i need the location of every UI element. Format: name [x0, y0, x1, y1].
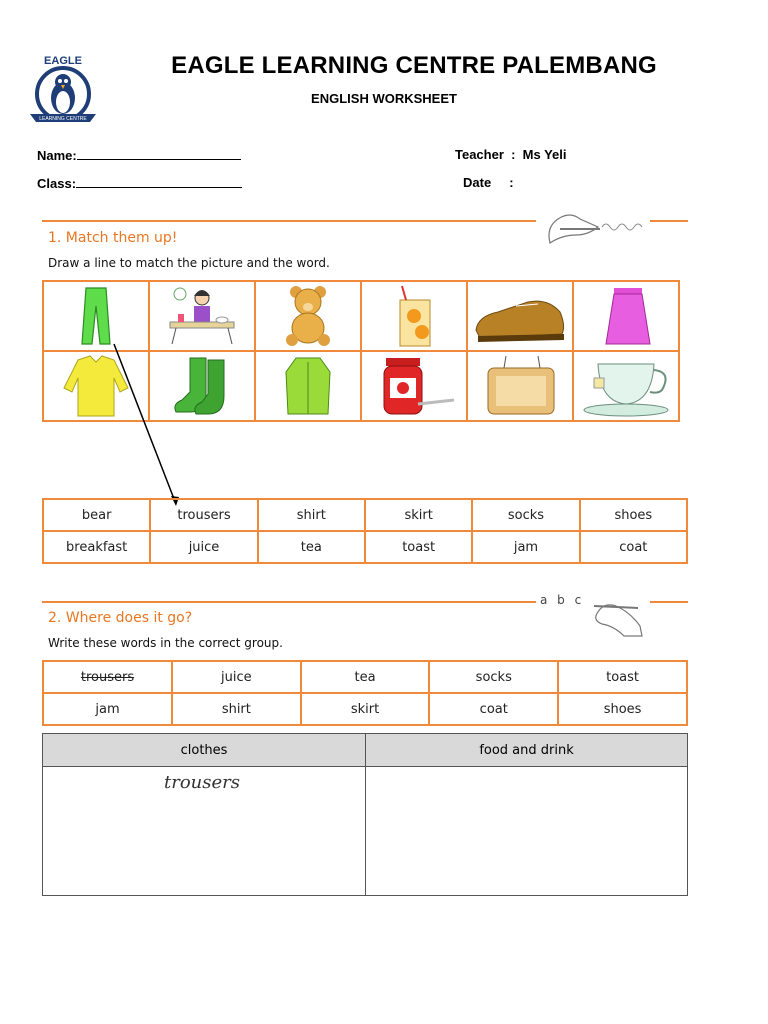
date-label: Date :	[463, 175, 514, 190]
word-cell[interactable]: jam	[472, 531, 579, 563]
word-cell[interactable]: juice	[172, 661, 301, 693]
word-cell[interactable]: shoes	[558, 693, 687, 725]
word-cell[interactable]: socks	[429, 661, 558, 693]
word-cell[interactable]: toast	[558, 661, 687, 693]
word-cell[interactable]: toast	[365, 531, 472, 563]
word-cell[interactable]: tea	[301, 661, 430, 693]
section1-title: 1. Match them up!	[48, 230, 178, 246]
section2-instruction: Write these words in the correct group.	[48, 636, 283, 650]
word-cell[interactable]: shoes	[580, 499, 687, 531]
group-clothes-answers[interactable]	[43, 767, 366, 896]
group-table	[42, 733, 688, 896]
handwritten-answer: trousers	[164, 772, 240, 793]
group-header-clothes: clothes	[43, 734, 366, 767]
name-label: Name:	[37, 148, 77, 163]
school-name: EAGLE LEARNING CENTRE PALEMBANG	[171, 52, 657, 79]
word-cell[interactable]: bear	[43, 499, 150, 531]
group-food-drink-answers[interactable]	[366, 767, 688, 896]
word-cell[interactable]: coat	[580, 531, 687, 563]
word-cell[interactable]: skirt	[365, 499, 472, 531]
section2-rule-left	[42, 601, 536, 603]
word-cell[interactable]: coat	[429, 693, 558, 725]
teacher-label: Teacher : Ms Yeli	[455, 147, 567, 162]
word-cell[interactable]: shirt	[258, 499, 365, 531]
class-label: Class:	[37, 176, 77, 191]
word-cell[interactable]: trousers	[150, 499, 257, 531]
logo-ribbon-text: LEARNING CENTRE	[39, 116, 87, 122]
word-grid-matching	[42, 498, 688, 564]
word-cell[interactable]: jam	[43, 693, 172, 725]
word-cell[interactable]: shirt	[172, 693, 301, 725]
word-cell[interactable]: skirt	[301, 693, 430, 725]
word-cell[interactable]: tea	[258, 531, 365, 563]
word-cell[interactable]: breakfast	[43, 531, 150, 563]
word-grid-sorting	[42, 660, 688, 726]
group-header-food-drink: food and drink	[366, 734, 688, 767]
word-cell-crossed[interactable]: trousers	[43, 661, 172, 693]
section1-instruction: Draw a line to match the picture and the word.	[48, 256, 330, 270]
section2-rule-right	[650, 601, 688, 603]
logo-text: EAGLE	[44, 55, 82, 67]
worksheet-title: ENGLISH WORKSHEET	[311, 91, 457, 106]
writing-hand-icon	[584, 590, 648, 640]
word-cell[interactable]: socks	[472, 499, 579, 531]
section2-title: 2. Where does it go?	[48, 610, 193, 626]
abc-decoration: a b c	[540, 593, 585, 607]
word-cell[interactable]: juice	[150, 531, 257, 563]
